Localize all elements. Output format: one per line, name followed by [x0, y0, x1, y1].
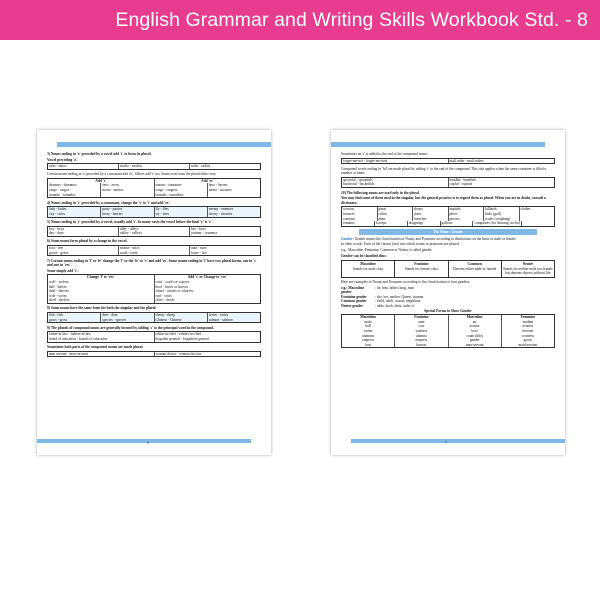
table-cell: half - halves [49, 284, 67, 289]
gender-box-heading: Neuter [522, 262, 534, 267]
table-cell: spoonful - spoonfuls [343, 177, 373, 182]
table-cell: hoof - hoofs or hooves [154, 285, 261, 290]
s-note: Sometimes an 's' is added to the end of the compound nouns. [341, 152, 429, 156]
table-cell: bull [365, 324, 371, 329]
table-cell: waitress [394, 329, 447, 334]
table-row [342, 343, 554, 348]
table-row [48, 352, 260, 357]
table-cell: links (golf) [483, 212, 519, 217]
rule-7-title: 7) Certain nouns ending in 'f' or 'fe' change the 'f' or the 'fe' to 'v' and add 'es'. Some nouns ending in 'f' have two plural forms, one in 's' and one in 'ves'. [47, 258, 257, 268]
table-row [48, 231, 260, 236]
table-cell: dynamo - dynamos [49, 183, 77, 188]
title-banner [0, 0, 600, 40]
example-value: : table, book, desk, radio, it [375, 303, 415, 308]
table-cell: gander [448, 338, 501, 343]
gender-box-heading: Common [467, 262, 482, 267]
example-row [341, 286, 555, 295]
table-cell: breeches [412, 217, 448, 222]
table-row [342, 182, 554, 187]
table-cell: wife - wives [49, 293, 67, 298]
header-feminine: Feminine [501, 315, 554, 320]
table-cell: man servant - men servants [49, 351, 89, 356]
table-compound [47, 331, 261, 342]
table-cell: wharf - wharfs or wharves [154, 289, 261, 294]
table-row [342, 221, 554, 226]
gender-box-heading: Feminine [414, 262, 429, 267]
table-body [342, 320, 554, 348]
table-cell: cargo - cargoes [154, 188, 207, 193]
table-row [342, 159, 554, 164]
table-cell: thief - thieves [49, 289, 69, 294]
gender-box-neuter [502, 260, 555, 278]
table-cell: chief - chiefs [154, 298, 261, 303]
table-cell: hero [448, 329, 501, 334]
table-cell: forget-me-not - forget-me-nots [343, 158, 388, 163]
rule-8-title: 8) Some nouns have the same form for both the singular and the plural. [47, 306, 157, 311]
table-cell: trousers [343, 211, 355, 216]
table-cell: air [448, 320, 501, 325]
table-cell: compasses (for drawing circles) [474, 221, 521, 226]
ful-note: Compound words ending in 'ful' are made plural by adding 's' to the end of the compound. This rule applies when the same container is filled a number of times. [341, 166, 547, 176]
table-cell: empress [394, 338, 447, 343]
table-cell [207, 193, 260, 198]
table-cell: radio - radios [189, 164, 260, 169]
gender-box-text: Stands for neither male nor female but denotes objects without life [502, 266, 553, 276]
table-cell: day - days [49, 231, 64, 236]
example-value: : child, adult, cousin, neighbour [375, 299, 421, 304]
table-cell: zero - zeros [100, 183, 153, 188]
table-cell: madam [501, 320, 554, 325]
table-special-gender [341, 314, 555, 348]
table-cell: species - species [100, 318, 153, 323]
table-cell: host [365, 342, 372, 347]
table-cell: countess [501, 334, 554, 339]
page-number: 6 [147, 441, 149, 445]
table-cell: key - keys [189, 227, 260, 232]
table-row [48, 212, 260, 217]
table-cell: man-servant [448, 343, 501, 348]
rule-9-note: Sometimes both parts of the compound nouns are made plural. [47, 345, 144, 349]
table-row [48, 193, 260, 198]
table-cell: man - men [189, 246, 260, 251]
example-value: : she, her, mother, Queen, woman [375, 294, 424, 299]
table-row [48, 164, 260, 169]
table-cell: tooth - teeth [118, 251, 189, 256]
gender-box-feminine [395, 260, 448, 278]
table-cell: jeans [412, 212, 448, 217]
table-cell: gallows [440, 221, 473, 226]
gender-box-masculine [341, 260, 395, 278]
table-cell: berry - berries [100, 212, 153, 217]
table-cell: goose [501, 338, 554, 343]
table-cell: Chinese - Chinese [154, 318, 207, 323]
example-key: Common gender [341, 299, 367, 304]
table-cell: fish - fish [49, 313, 63, 318]
table-cell: father-in-law - fathers-in-law [49, 332, 91, 337]
right-page-content [341, 152, 555, 351]
table-cell: billiards [483, 207, 519, 212]
examples-intro: Here are examples of Nouns and Pronouns according to the classification of four genders. [341, 279, 471, 284]
example-key: Neuter gender [341, 303, 363, 308]
gender-box-text: Denotes either male or female [452, 266, 497, 271]
table-cell: sty - sties [154, 212, 207, 217]
table-cell: roof - roofs [154, 294, 261, 299]
header-feminine: Feminine [394, 315, 447, 320]
table-cell: studio - studios [118, 164, 189, 169]
banner-title: English Grammar and Writing Skills Workbook Std. - 8 [115, 8, 588, 31]
table-cell: clothes [519, 207, 555, 212]
table-o-consonant [47, 178, 261, 198]
table-cell: waiter [363, 328, 373, 333]
table-cell: scarf - scarfs or scarves [154, 280, 261, 285]
table-plural-only [341, 206, 555, 226]
header-add-s-or-ves: Add 's' or Change to 'ves' [154, 275, 261, 280]
table-cell: louse - lice [189, 251, 260, 256]
table-cell: gross - gross [49, 317, 68, 322]
gender-examples [341, 286, 555, 309]
table-cell: ratio - ratios [49, 164, 67, 169]
gender-class-boxes [341, 260, 555, 278]
table-cell: woman doctor - women doctors [154, 352, 261, 357]
table-cell: nuptials [448, 207, 484, 212]
rule-6-title: 6) Some nouns form plural by a change in the vowel. [47, 239, 128, 244]
table-cell: shelf - shelves [49, 298, 70, 303]
table-cell: fly - flies [154, 207, 207, 212]
table-cell: enemy - enemies [207, 207, 260, 212]
rule-5-title: 5) Nouns ending in 'y' preceded by a vowel, usually add 's'. In many cases the vowel before the final 'y' is 'e'. [47, 220, 213, 225]
table-cell: pants [377, 207, 413, 212]
table-cell: tornado - tornadoes [154, 193, 207, 198]
right-page [331, 130, 565, 455]
table-vowel-change [47, 245, 261, 256]
table-row [48, 298, 260, 303]
example-key: Feminine gender [341, 294, 367, 299]
table-body [48, 183, 260, 197]
eg-line: e.g.: Masculine, Feminine, Common or Neuter is called gender. [341, 248, 433, 252]
table-row [48, 251, 260, 256]
table-cell: hostess [394, 343, 447, 348]
table-cell: maid-servant [501, 343, 554, 348]
table-cell: valley - valleys [118, 231, 189, 236]
table-cell: goose - geese [49, 250, 69, 255]
table-cell: editor-in-chief - editors-in-chief [154, 332, 261, 337]
table-cell: aunt [394, 320, 447, 325]
table-cell: riches [377, 212, 413, 217]
gender-def-text: Gender means the classification of Nouns and Pronouns according to distinctions on the basis of male or female. [354, 236, 517, 241]
table-f-fe [47, 274, 261, 304]
table-cell: emperor [362, 338, 375, 343]
table-o-vowel [47, 163, 261, 170]
table-cell: foot - feet [49, 245, 64, 250]
table-cell: pincers [448, 217, 484, 222]
table-cell: droppings [407, 221, 440, 226]
table-cell: count (title) [448, 334, 501, 339]
table-cell [100, 193, 153, 198]
table-cell: contents [343, 216, 355, 221]
table-cell: tornado - tornados [49, 192, 76, 197]
table-cell: bucketful - bucketfuls [343, 182, 375, 187]
gender-box-text: Stands for male class [352, 266, 384, 271]
table-cell: tomato - tomatoes [154, 183, 207, 188]
table-cell: alms [377, 217, 413, 222]
classified-line: Gender can be classified thus: [341, 253, 387, 258]
other-words: In other words: Each of the classes (sex) into which nouns or pronouns are placed. [341, 242, 460, 247]
table-same-form [47, 312, 261, 323]
table-cell: cargo - cargos [49, 188, 70, 193]
table-cell: aviator [448, 324, 501, 329]
header-change-f: Change 'f' to 'ves' [87, 275, 115, 280]
table-cell: forceps [374, 221, 407, 226]
header-add-s: Add 's' [95, 178, 107, 183]
table-row [48, 337, 260, 342]
left-page [37, 130, 271, 455]
table-cell: lady - ladies [49, 207, 67, 212]
table-cell [521, 221, 554, 226]
table-add-s-end [341, 158, 555, 165]
table-cell: shears [412, 207, 448, 212]
table-cell: handful - handfuls [448, 178, 555, 183]
gender-label: Gender: [341, 236, 354, 241]
bottom-accent-bar [37, 439, 251, 443]
table-cell: sheep - sheep [154, 313, 207, 318]
table-cell: scissors [343, 207, 355, 212]
table-cell: boy - boys [49, 226, 65, 231]
table-cell: brigadier general - brigadiers general [154, 337, 261, 342]
top-accent-bar [57, 142, 271, 147]
rule-7-sub: Some simply add 's'. [47, 268, 79, 273]
rule-3-sub: Vowel preceding 'o'. [47, 157, 78, 162]
table-cell: uncle [364, 319, 373, 324]
table-cell: deer - deer [100, 313, 153, 318]
left-page-content [47, 152, 261, 360]
section-band-gender: The Noun : Gender [359, 229, 537, 235]
table-y-vowel [47, 226, 261, 237]
table-cell: cow [394, 324, 447, 329]
table-cell: series - series [207, 313, 260, 318]
table-cell: alley - alleys [118, 227, 189, 232]
header-add-es: Add 'es' [154, 179, 261, 184]
page-number: 7 [445, 441, 447, 445]
special-forms-title: Special Forms to Show Gender [424, 308, 472, 313]
table-cell: journey - journeys [189, 231, 260, 236]
rule-10-sub: You may find some of them used in the singular, but the general practice is to regard them as plural. When you are in doubt, consult a dictionary. [341, 196, 546, 205]
table-compound-both [47, 351, 261, 358]
rule-10-title: 10) The following nouns are used only in the plural. [341, 190, 420, 195]
table-cell: mouse - mice [118, 246, 189, 251]
bottom-accent-bar [351, 439, 565, 443]
table-cell: cupful - cupfuls [448, 182, 555, 187]
gender-box-common [449, 260, 502, 278]
table-cell: mail order - mail orders [448, 159, 555, 164]
table-cell: motto - mottoes [207, 188, 260, 193]
table-y-consonant [47, 206, 261, 217]
example-key: e.g.: Masculine gender [341, 285, 365, 295]
gender-definition [341, 237, 555, 242]
table-cell: city - cities [49, 211, 65, 216]
table-cell: motto - mottos [100, 188, 153, 193]
table-cell: alumnus [362, 333, 375, 338]
gender-box-heading: Masculine [360, 262, 377, 267]
table-cell: hero - heroes [207, 183, 260, 188]
example-value: : he, him, father, king, man [375, 285, 414, 290]
table-cell: board of education - boards of education [49, 336, 108, 341]
rule-9-title: 9) The plurals of compound nouns are generally formed by adding 's' to the principal word in the compound. [47, 325, 214, 330]
header-masculine: Masculine [448, 315, 501, 320]
rule-3-title: 3) Nouns ending in 'o' preceded by a vowel add 's' to form its plural. [47, 152, 152, 156]
table-cell: alumna [394, 334, 447, 339]
table-cell: salmon - salmon [207, 318, 260, 323]
table-ful [341, 177, 555, 188]
table-cell: wolf - wolves [49, 279, 69, 284]
table-cell: heroine [501, 329, 554, 334]
table-cell: aviatrix [501, 324, 554, 329]
table-body [48, 280, 260, 303]
header-masculine: Masculine [360, 315, 377, 320]
table-cell: cherry - cherries [207, 212, 260, 217]
rule-3-note: Certain nouns ending in 'o' preceded by a consonant add 'es'. Others add 's' too. Some even form the plural either way. [47, 172, 217, 177]
table-cell: remains [343, 221, 355, 226]
rule-4-title: 4) Nouns ending in 'y' preceded by a consonant, change the 'y' to 'i' and add 'es'. [47, 200, 171, 205]
table-cell: party - parties [100, 207, 153, 212]
top-accent-bar [331, 142, 545, 147]
table-row [48, 318, 260, 323]
gender-box-text: Stands for female class [404, 266, 438, 271]
table-cell: pliers [448, 212, 484, 217]
table-cell: scales (weighing) [483, 217, 519, 222]
